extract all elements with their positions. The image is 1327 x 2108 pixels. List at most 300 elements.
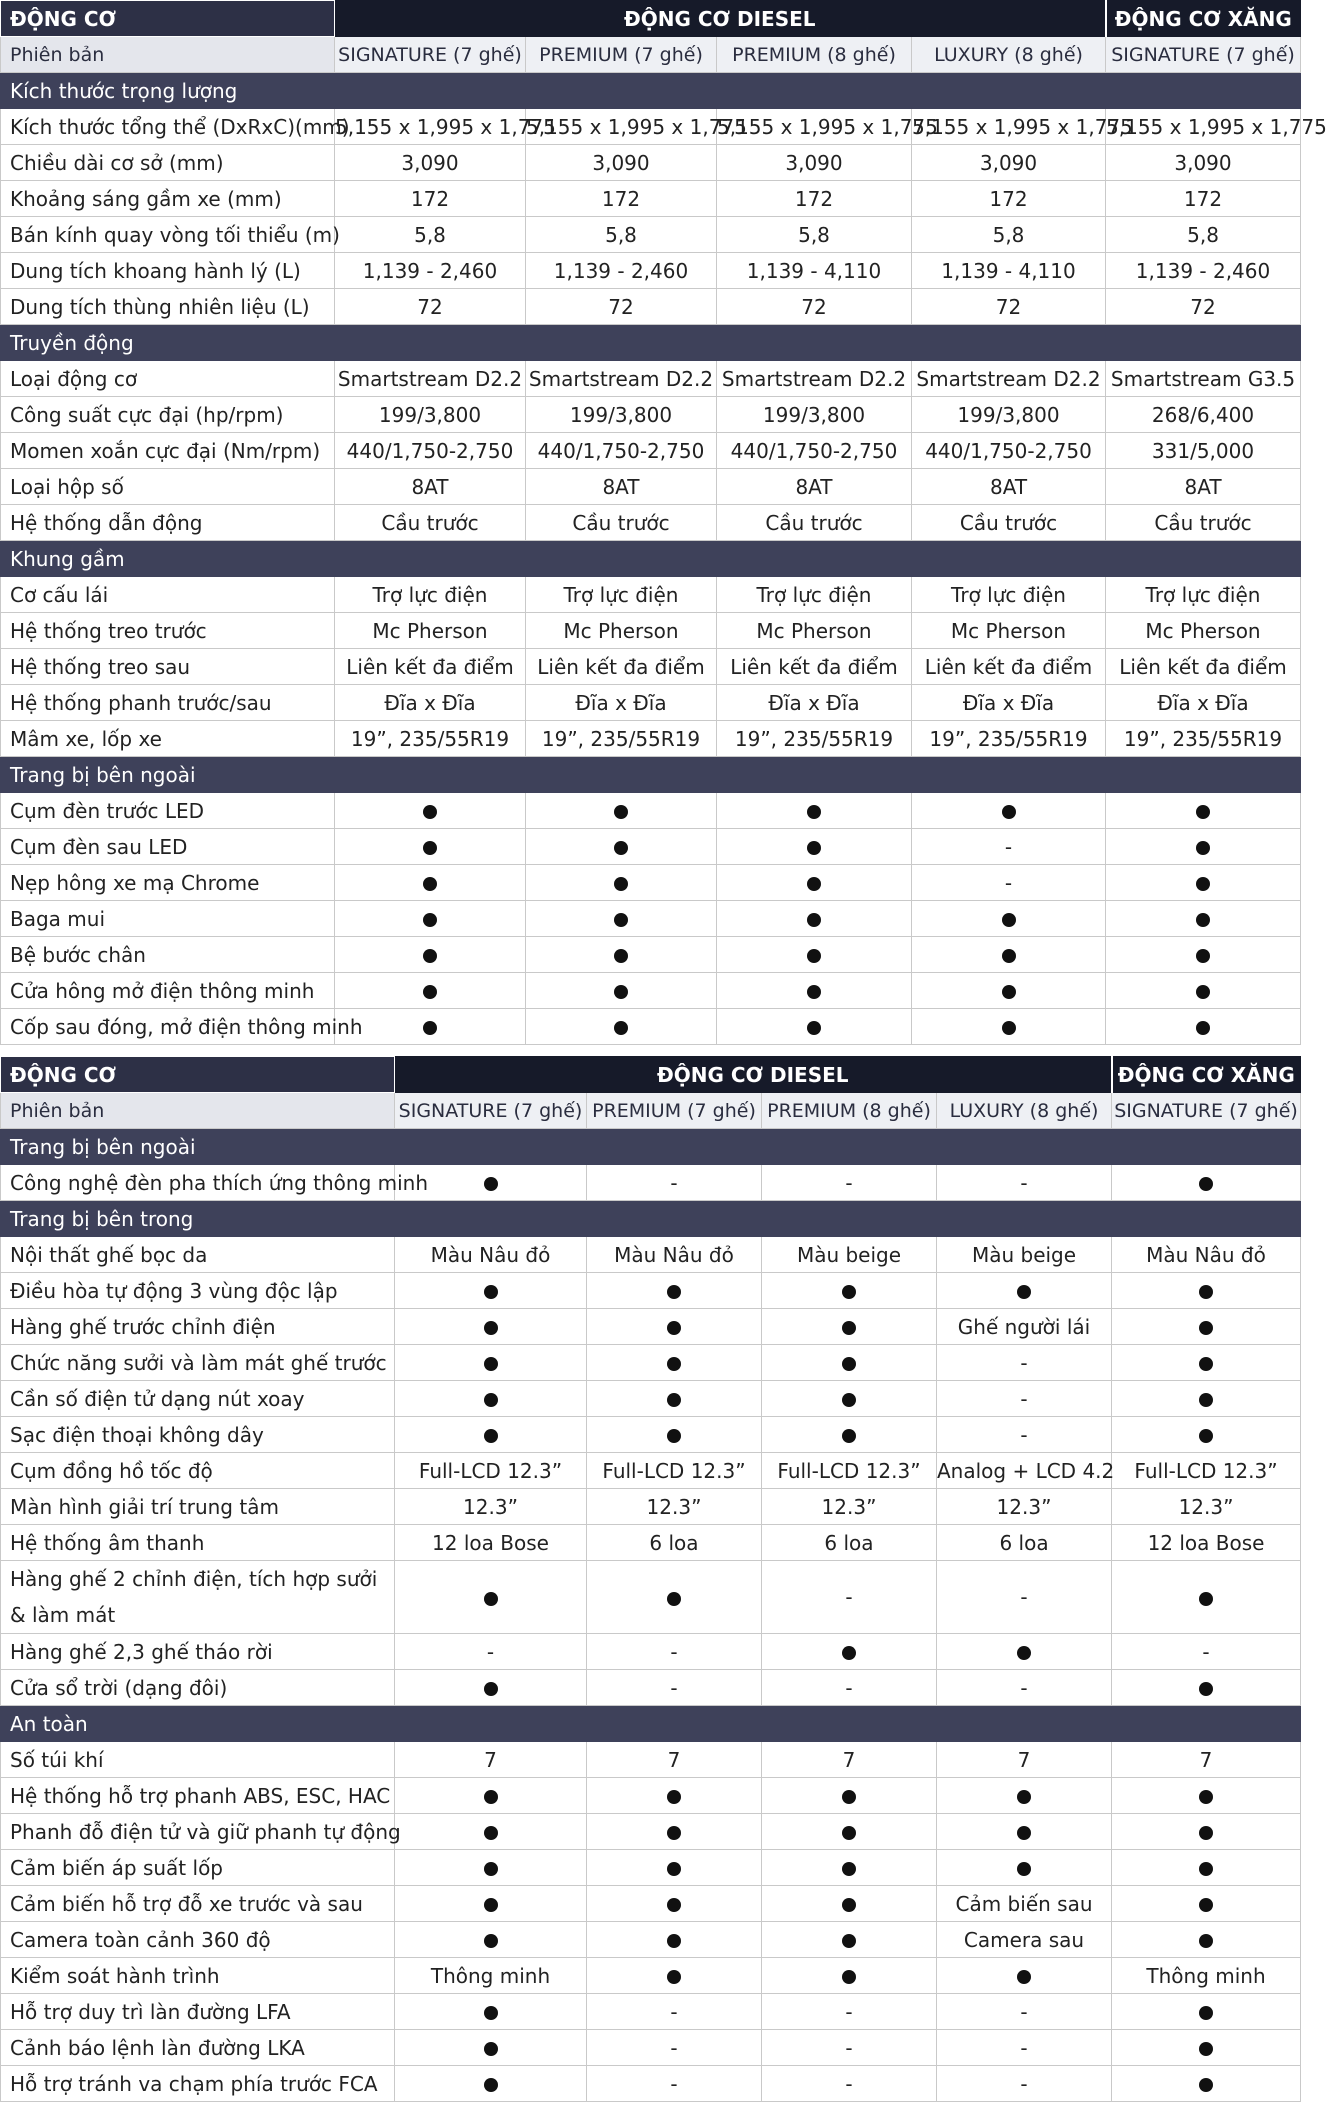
feature-available-dot: [484, 1682, 498, 1696]
feature-available-dot: [807, 877, 821, 891]
feature-available-dot: [667, 1429, 681, 1443]
feature-available-dot: [1002, 985, 1016, 999]
spec-value: Cảm biến sau: [937, 1886, 1112, 1922]
spec-label: Khoảng sáng gầm xe (mm): [1, 181, 335, 217]
feature-available-dot: [1199, 1393, 1213, 1407]
spec-label: Số túi khí: [1, 1742, 395, 1778]
spec-value: Đĩa x Đĩa: [912, 685, 1106, 721]
spec-value: 5,8: [717, 217, 912, 253]
feature-available-dot: [667, 1790, 681, 1804]
feature-cell: [937, 1273, 1112, 1309]
feature-cell: [937, 1958, 1112, 1994]
spec-value: -: [937, 1345, 1112, 1381]
spec-row: [1, 469, 1301, 505]
feature-cell: [762, 1778, 937, 1814]
spec-label: Cảm biến hỗ trợ đỗ xe trước và sau: [1, 1886, 395, 1922]
feature-available-dot: [1196, 913, 1210, 927]
version-name: SIGNATURE (7 ghế): [1112, 1093, 1301, 1129]
feature-available-dot: [842, 1646, 856, 1660]
feature-available-dot: [423, 877, 437, 891]
feature-cell: [395, 1886, 587, 1922]
feature-cell: [335, 829, 526, 865]
feature-cell: [762, 1634, 937, 1670]
spec-label: Hàng ghế 2 chỉnh điện, tích hợp sưởi & làm mát: [1, 1561, 395, 1634]
spec-row: [1, 1994, 1301, 2030]
spec-label: Công suất cực đại (hp/rpm): [1, 397, 335, 433]
feature-cell: [912, 793, 1106, 829]
feature-cell: [395, 1417, 587, 1453]
spec-label: Camera toàn cảnh 360 độ: [1, 1922, 395, 1958]
feature-cell: [1112, 1381, 1301, 1417]
spec-value: Liên kết đa điểm: [335, 649, 526, 685]
feature-cell: [1112, 1850, 1301, 1886]
spec-label: Công nghệ đèn pha thích ứng thông minh: [1, 1165, 395, 1201]
spec-value: Đĩa x Đĩa: [526, 685, 717, 721]
feature-cell: [762, 1273, 937, 1309]
feature-cell: [1112, 1886, 1301, 1922]
spec-row: [1, 1958, 1301, 1994]
feature-available-dot: [484, 1357, 498, 1371]
spec-value: -: [912, 865, 1106, 901]
spec-value: -: [762, 1670, 937, 1706]
feature-cell: [1112, 1309, 1301, 1345]
feature-available-dot: [667, 1934, 681, 1948]
feature-cell: [587, 1417, 762, 1453]
feature-cell: [1106, 829, 1301, 865]
spec-value: -: [937, 2030, 1112, 2066]
spec-label: Sạc điện thoại không dây: [1, 1417, 395, 1453]
spec-value: 8AT: [912, 469, 1106, 505]
version-name: SIGNATURE (7 ghế): [1106, 37, 1301, 73]
feature-cell: [587, 1958, 762, 1994]
spec-value: 1,139 - 2,460: [526, 253, 717, 289]
spec-value: 72: [526, 289, 717, 325]
spec-value: -: [762, 1561, 937, 1634]
diesel-engine-header: ĐỘNG CƠ DIESEL: [395, 1057, 1112, 1093]
feature-available-dot: [484, 2042, 498, 2056]
spec-value: Đĩa x Đĩa: [335, 685, 526, 721]
spec-value: 1,139 - 2,460: [335, 253, 526, 289]
spec-value: -: [587, 2030, 762, 2066]
spec-value: 440/1,750-2,750: [912, 433, 1106, 469]
feature-available-dot: [484, 2006, 498, 2020]
feature-cell: [937, 1778, 1112, 1814]
feature-available-dot: [1002, 949, 1016, 963]
spec-value: Camera sau: [937, 1922, 1112, 1958]
spec-row: [1, 1489, 1301, 1525]
engine-label: ĐỘNG CƠ: [1, 1057, 395, 1093]
spec-value: 19”, 235/55R19: [526, 721, 717, 757]
spec-row: [1, 1345, 1301, 1381]
spec-row: [1, 2066, 1301, 2102]
feature-available-dot: [807, 805, 821, 819]
section-truyen-dong: [1, 325, 1301, 361]
section-trang-bi-ben-ngoai: [1, 1129, 1301, 1165]
spec-label: Cảm biến áp suất lốp: [1, 1850, 395, 1886]
feature-available-dot: [614, 841, 628, 855]
feature-cell: [587, 1309, 762, 1345]
feature-available-dot: [667, 1393, 681, 1407]
spec-value: Màu beige: [937, 1237, 1112, 1273]
feature-available-dot: [842, 1429, 856, 1443]
spec-row: [1, 1850, 1301, 1886]
spec-label: Baga mui: [1, 901, 335, 937]
spec-value: -: [587, 1670, 762, 1706]
spec-row: [1, 1273, 1301, 1309]
spec-value: 1,139 - 4,110: [912, 253, 1106, 289]
section-an-toan: [1, 1706, 1301, 1742]
spec-value: 172: [912, 181, 1106, 217]
spec-value: 6 loa: [762, 1525, 937, 1561]
spec-label: Hệ thống hỗ trợ phanh ABS, ESC, HAC: [1, 1778, 395, 1814]
petrol-engine-header: ĐỘNG CƠ XĂNG: [1112, 1057, 1301, 1093]
feature-cell: [395, 1814, 587, 1850]
feature-available-dot: [484, 1429, 498, 1443]
spec-label: Bán kính quay vòng tối thiểu (m): [1, 217, 335, 253]
spec-row: [1, 253, 1301, 289]
feature-cell: [912, 901, 1106, 937]
spec-row: [1, 2030, 1301, 2066]
feature-available-dot: [484, 2078, 498, 2092]
spec-value: 8AT: [526, 469, 717, 505]
feature-cell: [1106, 901, 1301, 937]
feature-available-dot: [1196, 805, 1210, 819]
feature-available-dot: [614, 949, 628, 963]
feature-cell: [717, 793, 912, 829]
spec-value: -: [912, 829, 1106, 865]
feature-cell: [587, 1345, 762, 1381]
feature-available-dot: [842, 1393, 856, 1407]
feature-cell: [762, 1886, 937, 1922]
spec-value: Màu Nâu đỏ: [1112, 1237, 1301, 1273]
feature-available-dot: [1199, 1934, 1213, 1948]
spec-value: Đĩa x Đĩa: [1106, 685, 1301, 721]
feature-cell: [717, 865, 912, 901]
spec-value: Mc Pherson: [335, 613, 526, 649]
spec-value: Full-LCD 12.3”: [1112, 1453, 1301, 1489]
spec-value: 7: [762, 1742, 937, 1778]
spec-row: [1, 1670, 1301, 1706]
spec-label: Hệ thống dẫn động: [1, 505, 335, 541]
spec-value: 199/3,800: [526, 397, 717, 433]
spec-label: Hỗ trợ duy trì làn đường LFA: [1, 1994, 395, 2030]
spec-value: 72: [1106, 289, 1301, 325]
feature-available-dot: [807, 1021, 821, 1035]
spec-row: [1, 1814, 1301, 1850]
feature-cell: [1112, 1345, 1301, 1381]
feature-available-dot: [842, 1321, 856, 1335]
spec-value: -: [937, 1417, 1112, 1453]
feature-cell: [762, 1922, 937, 1958]
feature-cell: [1106, 1009, 1301, 1045]
feature-available-dot: [842, 1970, 856, 1984]
feature-available-dot: [1002, 913, 1016, 927]
spec-label: Chiều dài cơ sở (mm): [1, 145, 335, 181]
spec-row: [1, 649, 1301, 685]
feature-available-dot: [1017, 1862, 1031, 1876]
spec-value: 5,155 x 1,995 x 1,775: [526, 109, 717, 145]
feature-available-dot: [1196, 949, 1210, 963]
spec-label: Cơ cấu lái: [1, 577, 335, 613]
spec-value: Smartstream D2.2: [335, 361, 526, 397]
spec-value: Màu Nâu đỏ: [395, 1237, 587, 1273]
feature-available-dot: [667, 1357, 681, 1371]
feature-available-dot: [1199, 1862, 1213, 1876]
feature-cell: [717, 1009, 912, 1045]
spec-value: Liên kết đa điểm: [912, 649, 1106, 685]
feature-available-dot: [484, 1826, 498, 1840]
spec-value: 199/3,800: [717, 397, 912, 433]
feature-available-dot: [614, 985, 628, 999]
spec-value: 3,090: [526, 145, 717, 181]
feature-available-dot: [1199, 1357, 1213, 1371]
spec-label: Cụm đồng hồ tốc độ: [1, 1453, 395, 1489]
feature-cell: [335, 1009, 526, 1045]
feature-available-dot: [1199, 2042, 1213, 2056]
section-title: Kích thước trọng lượng: [1, 73, 1301, 109]
spec-value: Cầu trước: [1106, 505, 1301, 541]
feature-available-dot: [1199, 1826, 1213, 1840]
section-title: Trang bị bên ngoài: [1, 1129, 1301, 1165]
feature-available-dot: [842, 1357, 856, 1371]
spec-row: [1, 361, 1301, 397]
feature-cell: [1112, 1994, 1301, 2030]
version-name: SIGNATURE (7 ghế): [335, 37, 526, 73]
spec-value: 5,155 x 1,995 x 1,775: [335, 109, 526, 145]
section-khung-gam: [1, 541, 1301, 577]
feature-available-dot: [484, 1898, 498, 1912]
section-title: Trang bị bên trong: [1, 1201, 1301, 1237]
version-name: LUXURY (8 ghế): [937, 1093, 1112, 1129]
feature-available-dot: [423, 805, 437, 819]
spec-value: -: [762, 1994, 937, 2030]
feature-available-dot: [842, 1790, 856, 1804]
spec-value: -: [587, 2066, 762, 2102]
spec-value: Trợ lực điện: [717, 577, 912, 613]
feature-available-dot: [1199, 1429, 1213, 1443]
feature-cell: [587, 1273, 762, 1309]
feature-available-dot: [1199, 2078, 1213, 2092]
spec-value: Full-LCD 12.3”: [762, 1453, 937, 1489]
feature-cell: [395, 1922, 587, 1958]
spec-value: 199/3,800: [912, 397, 1106, 433]
spec-label: Kích thước tổng thể (DxRxC)(mm): [1, 109, 335, 145]
feature-cell: [395, 1994, 587, 2030]
spec-value: 7: [587, 1742, 762, 1778]
feature-cell: [587, 1778, 762, 1814]
spec-value: Full-LCD 12.3”: [395, 1453, 587, 1489]
feature-available-dot: [484, 1790, 498, 1804]
spec-row: [1, 397, 1301, 433]
version-name: PREMIUM (8 ghế): [762, 1093, 937, 1129]
feature-cell: [395, 1850, 587, 1886]
feature-cell: [912, 937, 1106, 973]
feature-cell: [1112, 1561, 1301, 1634]
feature-cell: [717, 937, 912, 973]
spec-label: Momen xoắn cực đại (Nm/rpm): [1, 433, 335, 469]
feature-available-dot: [807, 949, 821, 963]
spec-row: [1, 1309, 1301, 1345]
spec-value: 5,155 x 1,995 x 1,775: [717, 109, 912, 145]
spec-row: [1, 1742, 1301, 1778]
spec-value: 268/6,400: [1106, 397, 1301, 433]
spec-row: [1, 685, 1301, 721]
spec-row: [1, 1453, 1301, 1489]
spec-value: 5,8: [335, 217, 526, 253]
spec-row: [1, 433, 1301, 469]
feature-available-dot: [1199, 2006, 1213, 2020]
feature-cell: [762, 1417, 937, 1453]
spec-value: -: [937, 1994, 1112, 2030]
feature-cell: [526, 865, 717, 901]
spec-label: Cốp sau đóng, mở điện thông minh: [1, 1009, 335, 1045]
spec-label: Hệ thống treo sau: [1, 649, 335, 685]
feature-cell: [717, 829, 912, 865]
spec-label: Hệ thống âm thanh: [1, 1525, 395, 1561]
feature-cell: [1112, 1778, 1301, 1814]
feature-available-dot: [1017, 1285, 1031, 1299]
feature-available-dot: [1002, 1021, 1016, 1035]
spec-value: 19”, 235/55R19: [1106, 721, 1301, 757]
spec-value: 199/3,800: [335, 397, 526, 433]
spec-value: 72: [717, 289, 912, 325]
feature-cell: [335, 865, 526, 901]
feature-cell: [395, 1273, 587, 1309]
section-trang-bi-ben-trong: [1, 1201, 1301, 1237]
feature-available-dot: [667, 1592, 681, 1606]
section-kich-thuoc-trong-luong: [1, 73, 1301, 109]
feature-cell: [395, 1309, 587, 1345]
feature-cell: [912, 973, 1106, 1009]
feature-cell: [717, 973, 912, 1009]
spec-value: Analog + LCD 4.2: [937, 1453, 1112, 1489]
spec-row: [1, 577, 1301, 613]
feature-available-dot: [1017, 1826, 1031, 1840]
feature-available-dot: [667, 1285, 681, 1299]
feature-available-dot: [423, 985, 437, 999]
feature-cell: [762, 1850, 937, 1886]
spec-label: Loại hộp số: [1, 469, 335, 505]
spec-label: Cụm đèn trước LED: [1, 793, 335, 829]
spec-value: Thông minh: [1112, 1958, 1301, 1994]
spec-row: [1, 109, 1301, 145]
spec-value: Trợ lực điện: [912, 577, 1106, 613]
spec-value: 12.3”: [762, 1489, 937, 1525]
feature-available-dot: [1017, 1790, 1031, 1804]
spec-value: 3,090: [1106, 145, 1301, 181]
feature-available-dot: [614, 805, 628, 819]
feature-available-dot: [842, 1285, 856, 1299]
spec-row: [1, 973, 1301, 1009]
spec-value: 5,155 x 1,995 x 1,775: [1106, 109, 1301, 145]
spec-value: -: [762, 1165, 937, 1201]
feature-cell: [1112, 1273, 1301, 1309]
engine-header-row: [1, 1057, 1301, 1093]
spec-label: Chức năng sưởi và làm mát ghế trước: [1, 1345, 395, 1381]
spec-value: Cầu trước: [335, 505, 526, 541]
spec-value: 72: [335, 289, 526, 325]
feature-available-dot: [484, 1393, 498, 1407]
spec-label: Hàng ghế trước chỉnh điện: [1, 1309, 395, 1345]
spec-label: Nội thất ghế bọc da: [1, 1237, 395, 1273]
feature-cell: [1112, 1417, 1301, 1453]
feature-available-dot: [1199, 1177, 1213, 1191]
version-name: PREMIUM (8 ghế): [717, 37, 912, 73]
spec-label: Hàng ghế 2,3 ghế tháo rời: [1, 1634, 395, 1670]
feature-cell: [335, 937, 526, 973]
spec-value: 12 loa Bose: [1112, 1525, 1301, 1561]
spec-label: Cần số điện tử dạng nút xoay: [1, 1381, 395, 1417]
spec-value: Cầu trước: [526, 505, 717, 541]
spec-row: [1, 1165, 1301, 1201]
feature-available-dot: [1017, 1646, 1031, 1660]
feature-available-dot: [842, 1826, 856, 1840]
feature-cell: [526, 937, 717, 973]
feature-cell: [762, 1814, 937, 1850]
spec-label: Kiểm soát hành trình: [1, 1958, 395, 1994]
feature-cell: [395, 1345, 587, 1381]
feature-cell: [1112, 1814, 1301, 1850]
spec-row: [1, 289, 1301, 325]
feature-cell: [1106, 793, 1301, 829]
feature-available-dot: [1196, 985, 1210, 999]
engine-label: ĐỘNG CƠ: [1, 1, 335, 37]
feature-cell: [1106, 937, 1301, 973]
feature-available-dot: [484, 1862, 498, 1876]
spec-label: Dung tích khoang hành lý (L): [1, 253, 335, 289]
spec-value: Mc Pherson: [912, 613, 1106, 649]
feature-cell: [762, 1309, 937, 1345]
feature-cell: [762, 1381, 937, 1417]
spec-value: 12.3”: [937, 1489, 1112, 1525]
spec-value: Mc Pherson: [1106, 613, 1301, 649]
spec-label: Cửa sổ trời (dạng đôi): [1, 1670, 395, 1706]
spec-value: Full-LCD 12.3”: [587, 1453, 762, 1489]
feature-cell: [395, 1381, 587, 1417]
feature-available-dot: [842, 1862, 856, 1876]
feature-available-dot: [1002, 805, 1016, 819]
spec-row: [1, 793, 1301, 829]
spec-label: Bệ bước chân: [1, 937, 335, 973]
version-label: Phiên bản: [1, 37, 335, 73]
feature-cell: [1106, 865, 1301, 901]
spec-value: Thông minh: [395, 1958, 587, 1994]
version-name: PREMIUM (7 ghế): [526, 37, 717, 73]
spec-value: Smartstream G3.5: [1106, 361, 1301, 397]
spec-value: 3,090: [717, 145, 912, 181]
spec-label: Hỗ trợ tránh va chạm phía trước FCA: [1, 2066, 395, 2102]
spec-value: 6 loa: [937, 1525, 1112, 1561]
feature-cell: [1112, 1165, 1301, 1201]
feature-available-dot: [1199, 1285, 1213, 1299]
feature-cell: [1112, 2066, 1301, 2102]
spec-value: 12.3”: [1112, 1489, 1301, 1525]
feature-available-dot: [1199, 1898, 1213, 1912]
petrol-engine-header: ĐỘNG CƠ XĂNG: [1106, 1, 1301, 37]
spec-value: 440/1,750-2,750: [717, 433, 912, 469]
version-name: PREMIUM (7 ghế): [587, 1093, 762, 1129]
feature-cell: [762, 1345, 937, 1381]
feature-cell: [937, 1814, 1112, 1850]
spec-label: Nẹp hông xe mạ Chrome: [1, 865, 335, 901]
spec-value: Đĩa x Đĩa: [717, 685, 912, 721]
section-title: Truyền động: [1, 325, 1301, 361]
spec-value: Trợ lực điện: [335, 577, 526, 613]
feature-available-dot: [807, 913, 821, 927]
feature-available-dot: [667, 1898, 681, 1912]
spec-label: Mâm xe, lốp xe: [1, 721, 335, 757]
feature-cell: [587, 1886, 762, 1922]
